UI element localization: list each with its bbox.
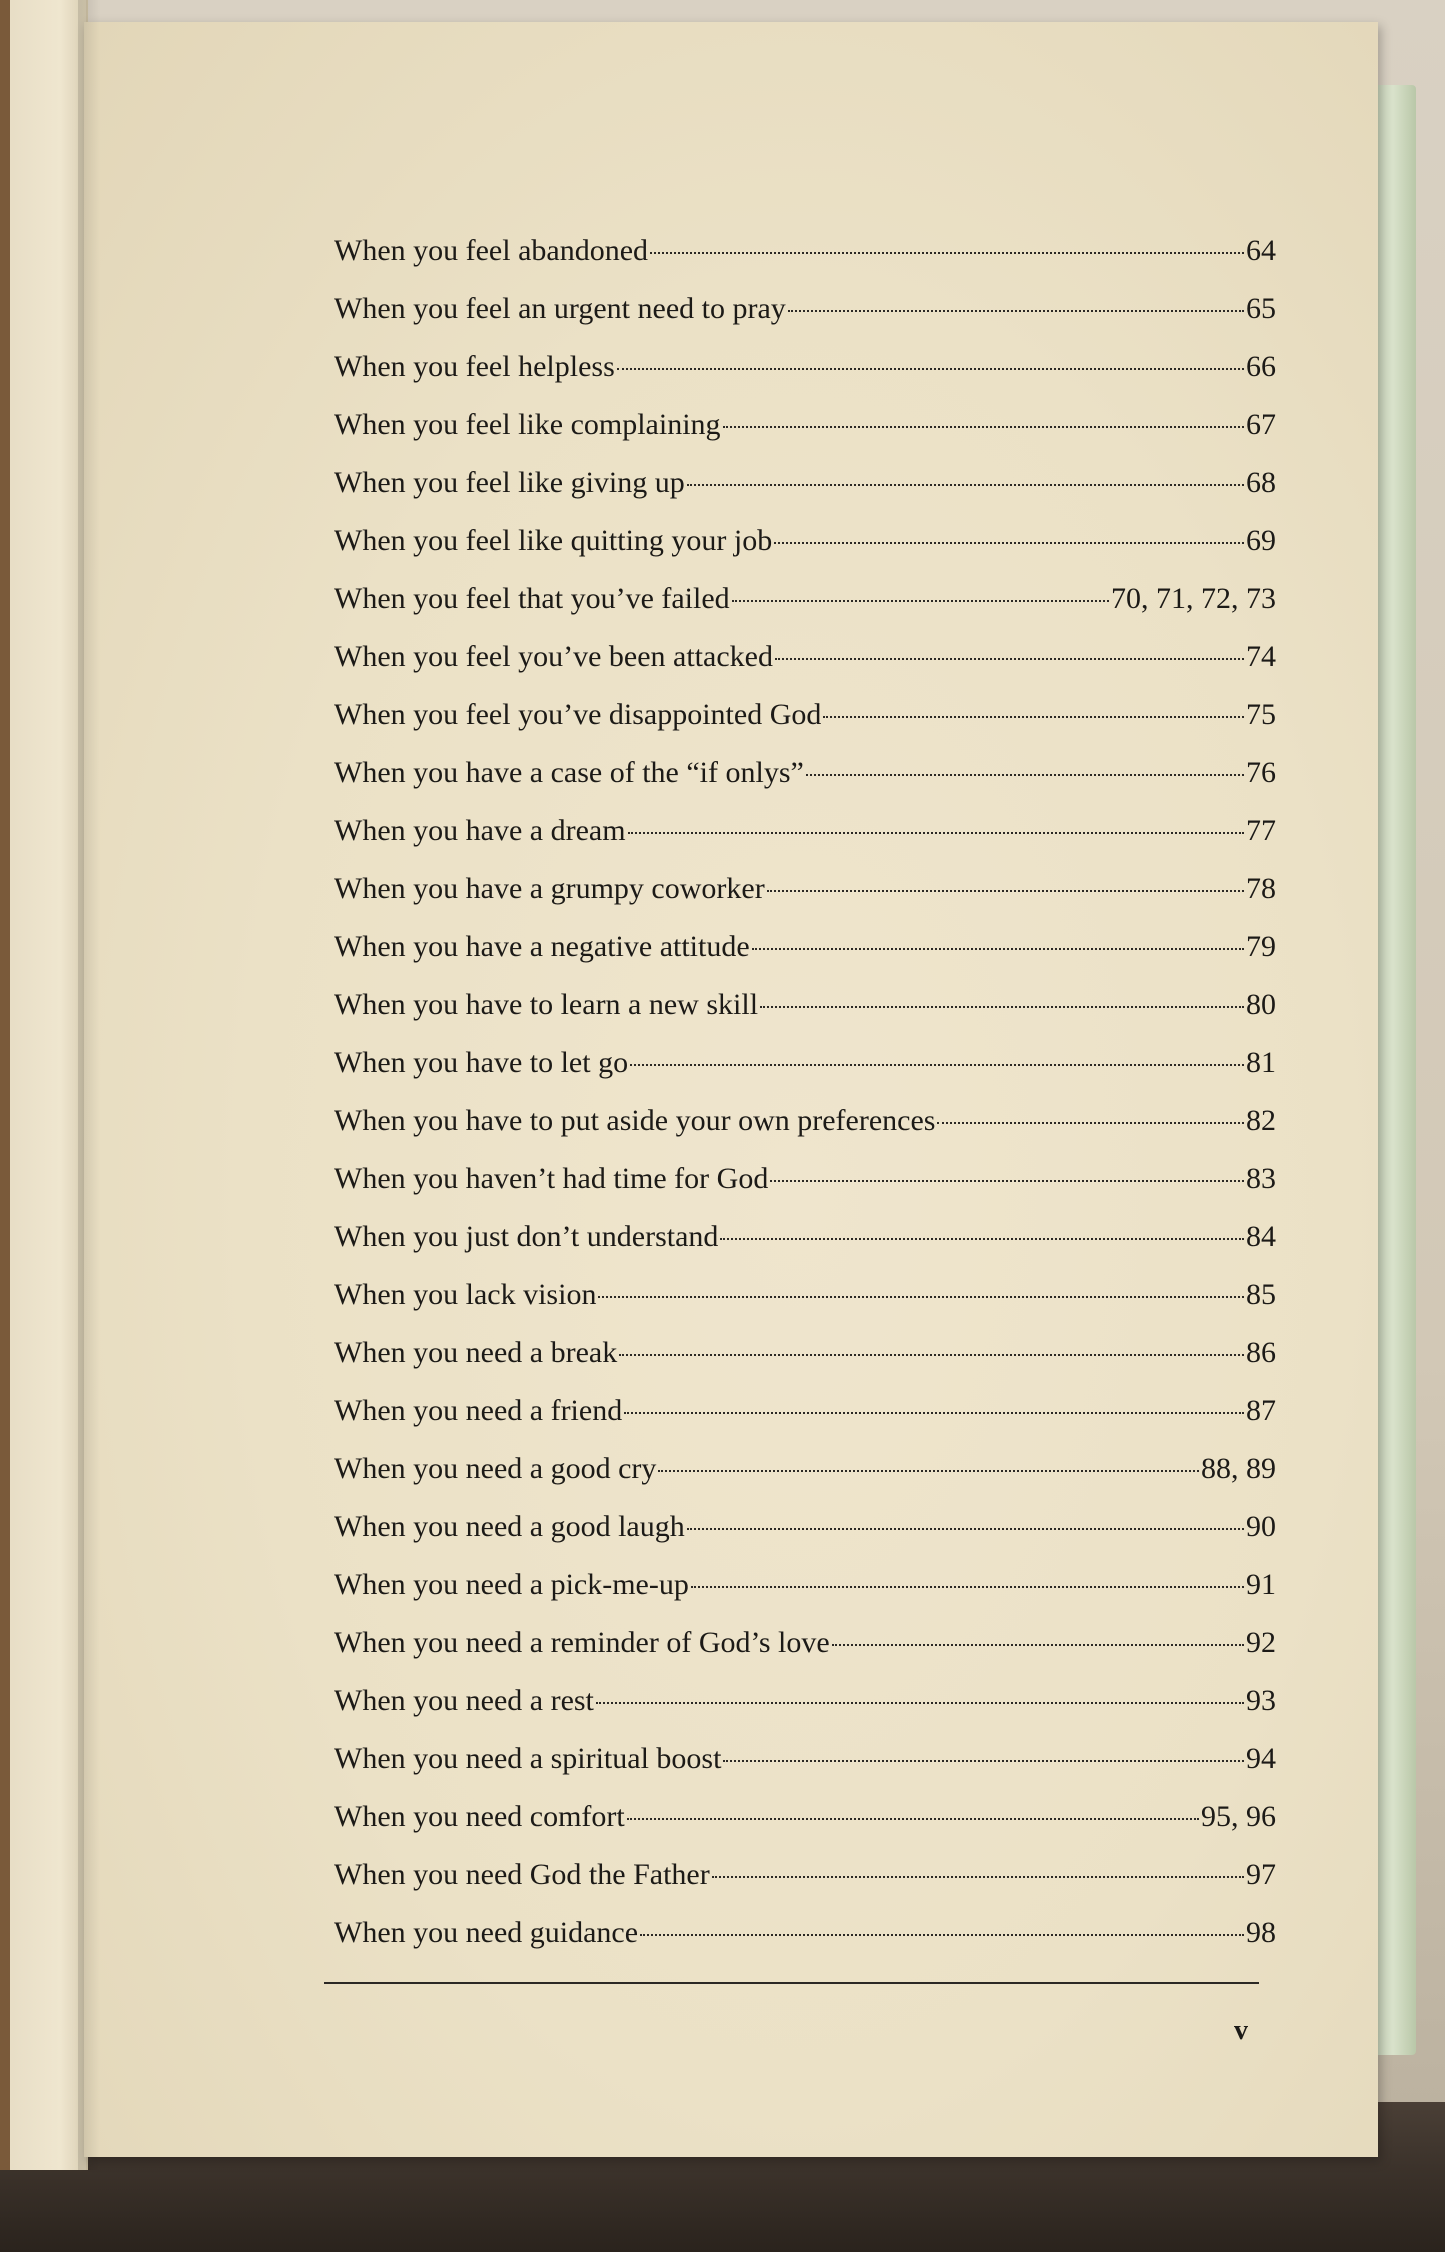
- dot-leader: [687, 484, 1244, 486]
- dot-leader: [627, 1818, 1199, 1820]
- toc-entry-title: When you have to learn a new skill: [334, 988, 759, 1021]
- dot-leader: [650, 252, 1244, 254]
- dot-leader: [774, 542, 1244, 544]
- toc-entry: [334, 802, 1276, 860]
- dot-leader: [788, 310, 1244, 312]
- toc-entry-pages: 95, 96: [1201, 1800, 1276, 1833]
- toc-entry-pages: 88, 89: [1201, 1452, 1276, 1485]
- dot-leader: [723, 1760, 1244, 1762]
- toc-entry-title: When you feel like giving up: [334, 466, 685, 499]
- toc-entry-title: When you lack vision: [334, 1278, 597, 1311]
- toc-entry-pages: 69: [1246, 524, 1276, 557]
- dot-leader: [770, 1180, 1244, 1182]
- dot-leader: [617, 368, 1244, 370]
- toc-entry-pages: 94: [1246, 1742, 1276, 1775]
- dot-leader: [630, 1064, 1244, 1066]
- toc-entry-title: When you have a dream: [334, 814, 626, 847]
- dot-leader: [691, 1586, 1244, 1588]
- dot-leader: [628, 832, 1244, 834]
- toc-entry: [334, 1788, 1276, 1846]
- toc-entry-pages: 74: [1246, 640, 1276, 673]
- dot-leader: [596, 1702, 1244, 1704]
- toc-entry-title: When you haven’t had time for God: [334, 1162, 769, 1195]
- dot-leader: [806, 774, 1244, 776]
- dot-leader: [732, 600, 1109, 602]
- dot-leader: [712, 1876, 1244, 1878]
- toc-entry-pages: 65: [1246, 292, 1276, 325]
- toc-entry: [334, 1092, 1276, 1150]
- toc-entry-pages: 83: [1246, 1162, 1276, 1195]
- toc-entry-pages: 66: [1246, 350, 1276, 383]
- toc-entry: [334, 1730, 1276, 1788]
- toc-entry: [334, 1150, 1276, 1208]
- toc-entry-pages: 97: [1246, 1858, 1276, 1891]
- toc-entry-pages: 70, 71, 72, 73: [1111, 582, 1276, 615]
- toc-entry: [334, 222, 1276, 280]
- page-gutter-shadow: [78, 0, 100, 2170]
- toc-entry-title: When you need a spiritual boost: [334, 1742, 722, 1775]
- toc-entry-pages: 86: [1246, 1336, 1276, 1369]
- toc-entry: [334, 338, 1276, 396]
- dot-leader: [832, 1644, 1244, 1646]
- toc-entry-title: When you feel abandoned: [334, 234, 649, 267]
- toc-entry: [334, 976, 1276, 1034]
- table-of-contents: [334, 222, 1276, 1962]
- dot-leader: [823, 716, 1244, 718]
- dot-leader: [658, 1470, 1199, 1472]
- toc-entry-pages: 93: [1246, 1684, 1276, 1717]
- toc-entry: [334, 396, 1276, 454]
- dot-leader: [624, 1412, 1244, 1414]
- toc-entry: [334, 1382, 1276, 1440]
- toc-entry-title: When you have a negative attitude: [334, 930, 750, 963]
- toc-entry: [334, 1324, 1276, 1382]
- toc-entry: [334, 1034, 1276, 1092]
- toc-entry-pages: 64: [1246, 234, 1276, 267]
- dot-leader: [640, 1934, 1244, 1936]
- toc-entry: [334, 1614, 1276, 1672]
- toc-entry-pages: 77: [1246, 814, 1276, 847]
- toc-entry: [334, 1266, 1276, 1324]
- toc-entry-title: When you need a friend: [334, 1394, 623, 1427]
- toc-entry-title: When you need a pick-me-up: [334, 1568, 689, 1601]
- page-number: v: [1234, 2015, 1248, 2046]
- toc-entry: [334, 686, 1276, 744]
- facing-page-edge: [0, 0, 88, 2170]
- dot-leader: [723, 426, 1244, 428]
- toc-entry-pages: 78: [1246, 872, 1276, 905]
- dot-leader: [767, 890, 1244, 892]
- toc-entry-pages: 80: [1246, 988, 1276, 1021]
- toc-entry-pages: 76: [1246, 756, 1276, 789]
- toc-entry: [334, 1440, 1276, 1498]
- toc-entry: [334, 860, 1276, 918]
- toc-entry: [334, 1556, 1276, 1614]
- toc-entry-title: When you need a good laugh: [334, 1510, 685, 1543]
- toc-entry: [334, 628, 1276, 686]
- toc-entry-title: When you need God the Father: [334, 1858, 710, 1891]
- toc-entry-pages: 91: [1246, 1568, 1276, 1601]
- dot-leader: [687, 1528, 1244, 1530]
- toc-entry-pages: 87: [1246, 1394, 1276, 1427]
- toc-entry-title: When you feel that you’ve failed: [334, 582, 730, 615]
- dot-leader: [760, 1006, 1244, 1008]
- toc-entry-title: When you feel like quitting your job: [334, 524, 773, 557]
- toc-entry-title: When you just don’t understand: [334, 1220, 719, 1253]
- toc-entry-title: When you feel you’ve been attacked: [334, 640, 773, 673]
- toc-entry-title: When you have to let go: [334, 1046, 629, 1079]
- toc-entry: [334, 570, 1276, 628]
- dot-leader: [752, 948, 1244, 950]
- toc-entry-pages: 92: [1246, 1626, 1276, 1659]
- toc-entry-pages: 79: [1246, 930, 1276, 963]
- toc-entry: [334, 1208, 1276, 1266]
- toc-entry-title: When you feel helpless: [334, 350, 615, 383]
- book-cover-edge: [0, 0, 10, 2170]
- footer-rule: [324, 1982, 1259, 1984]
- toc-entry-title: When you need guidance: [334, 1916, 639, 1949]
- toc-entry-pages: 85: [1246, 1278, 1276, 1311]
- toc-entry-title: When you need comfort: [334, 1800, 625, 1833]
- toc-entry-title: When you feel like complaining: [334, 408, 721, 441]
- toc-entry-title: When you feel an urgent need to pray: [334, 292, 786, 325]
- toc-entry-pages: 82: [1246, 1104, 1276, 1137]
- toc-entry-title: When you have a grumpy coworker: [334, 872, 765, 905]
- toc-entry: [334, 454, 1276, 512]
- toc-entry-title: When you need a break: [334, 1336, 618, 1369]
- toc-entry-title: When you feel you’ve disappointed God: [334, 698, 822, 731]
- toc-entry: [334, 1672, 1276, 1730]
- toc-entry: [334, 1904, 1276, 1962]
- toc-entry-pages: 90: [1246, 1510, 1276, 1543]
- dot-leader: [775, 658, 1244, 660]
- dot-leader: [937, 1122, 1244, 1124]
- toc-entry-title: When you need a rest: [334, 1684, 594, 1717]
- toc-entry: [334, 918, 1276, 976]
- toc-entry: [334, 744, 1276, 802]
- toc-entry-pages: 75: [1246, 698, 1276, 731]
- toc-entry: [334, 280, 1276, 338]
- toc-entry-title: When you have a case of the “if onlys”: [334, 756, 804, 789]
- dot-leader: [598, 1296, 1244, 1298]
- toc-entry-pages: 84: [1246, 1220, 1276, 1253]
- toc-entry-pages: 98: [1246, 1916, 1276, 1949]
- toc-entry-pages: 81: [1246, 1046, 1276, 1079]
- dot-leader: [619, 1354, 1244, 1356]
- toc-entry-pages: 68: [1246, 466, 1276, 499]
- toc-entry: [334, 1846, 1276, 1904]
- toc-entry-title: When you need a good cry: [334, 1452, 657, 1485]
- toc-entry-title: When you need a reminder of God’s love: [334, 1626, 830, 1659]
- toc-entry: [334, 512, 1276, 570]
- toc-entry-title: When you have to put aside your own preferences: [334, 1104, 936, 1137]
- book-page: [84, 22, 1378, 2157]
- toc-entry-pages: 67: [1246, 408, 1276, 441]
- dot-leader: [720, 1238, 1244, 1240]
- toc-entry: [334, 1498, 1276, 1556]
